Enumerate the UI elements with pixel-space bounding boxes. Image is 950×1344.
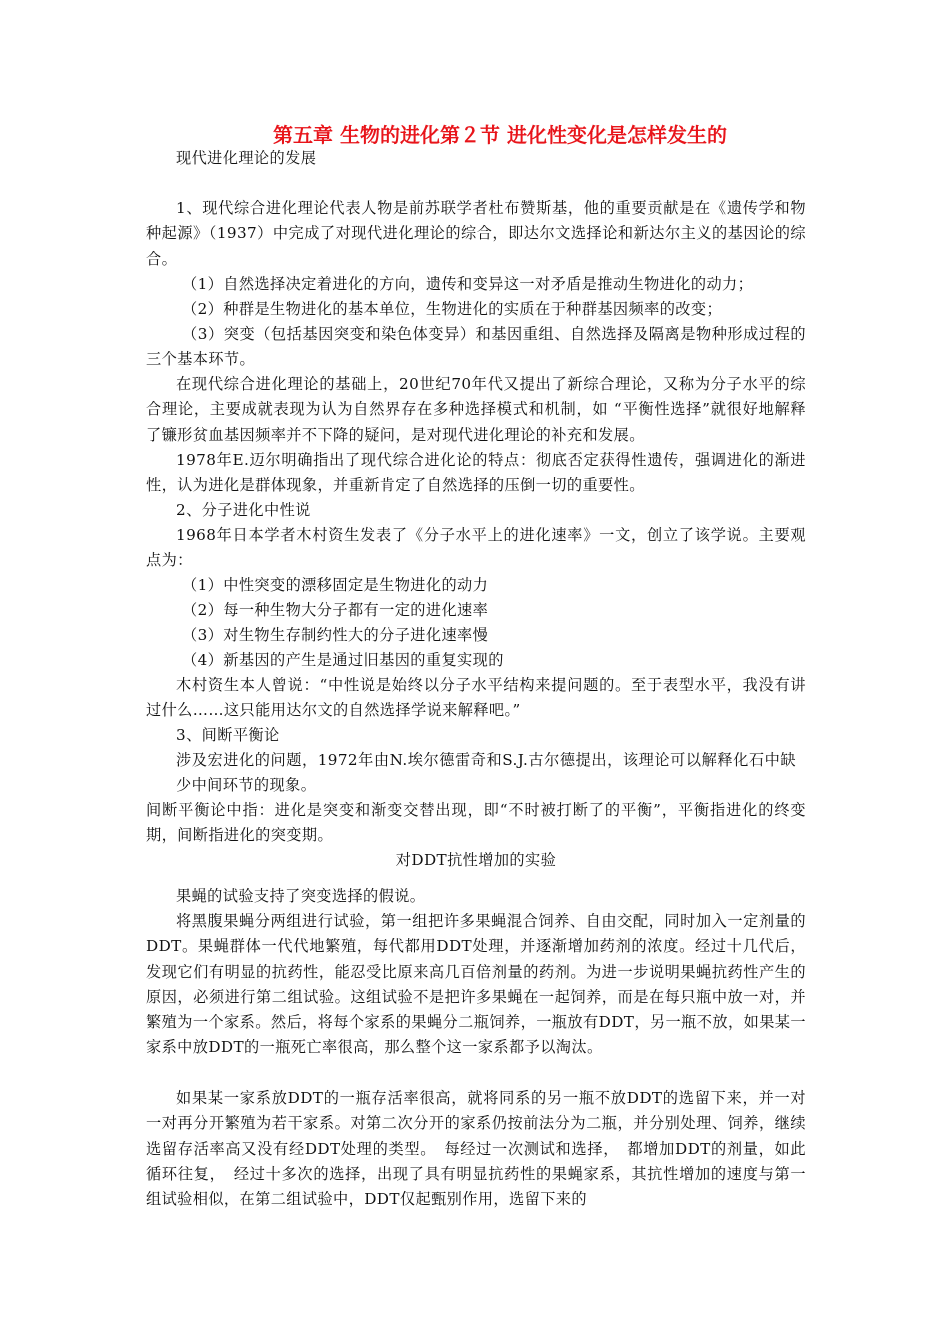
list-item: （2）每一种生物大分子都有一定的进化速率 (182, 601, 489, 619)
paragraph: 将黑腹果蝇分两组进行试验，第一组把许多果蝇混合饲养、自由交配，同时加入一定剂量的DDT。果蝇群体一代代地繁殖，每代都用DDT处理，并逐渐增加药剂的浓度。经过十几代后，发现它们有明显的抗药性，能忍受比原来高几百倍剂量的药剂。为进一步说明果蝇抗药性产生的原因，必须进行第二组试验。这组试验不是把许多果蝇在一起饲养，而是在每只瓶中放一对，并繁殖为一个家系。然后，将每个家系的果蝇分二瓶饲养，一瓶放有DDT，另一瓶不放，如果某一家系中放DDT的一瓶死亡率很高，那么整个这一家系都予以淘汰。 (146, 912, 806, 1057)
list-item: （1）自然选择决定着进化的方向，遗传和变异这一对矛盾是推动生物进化的动力； (182, 275, 754, 293)
section-heading: 现代进化理论的发展 (176, 149, 317, 167)
list-item: （3）对生物生存制约性大的分子进化速率慢 (182, 626, 489, 644)
list-item: （1）中性突变的漂移固定是生物进化的动力 (182, 576, 489, 594)
paragraph: 间断平衡论中指：进化是突变和渐变交替出现，即“不时被打断了的平衡”，平衡指进化的终变期，间断指进化的突变期。 (146, 801, 806, 845)
subheading: 2、分子进化中性说 (176, 501, 311, 519)
paragraph: 木村资生本人曾说：“中性说是始终以分子水平结构来提问题的。至于表型水平，我没有讲过什么……这只能用达尔文的自然选择学说来解释吧。” (146, 676, 806, 720)
paragraph: 果蝇的试验支持了突变选择的假说。 (176, 887, 426, 905)
paragraph: 1、现代综合进化理论代表人物是前苏联学者杜布赞斯基，他的重要贡献是在《遗传学和物种起源》（1937）中完成了对现代进化理论的综合，即达尔文选择论和新达尔主义的基因论的综合。 (146, 199, 806, 268)
list-item: （3）突变（包括基因突变和染色体变异）和基因重组、自然选择及隔离是物种形成过程的三个基本环节。 (146, 325, 806, 369)
subheading: 3、间断平衡论 (176, 726, 280, 744)
paragraph: 在现代综合进化理论的基础上，20世纪70年代又提出了新综合理论，又称为分子水平的综合理论，主要成就表现为认为自然界存在多种选择模式和机制，如 “平衡性选择”就很好地解释了镰形贫血基因频率并不下降的疑问，是对现代进化理论的补充和发展。 (146, 375, 806, 444)
list-item: （4）新基因的产生是通过旧基因的重复实现的 (182, 651, 504, 669)
paragraph: 1968年日本学者木村资生发表了《分子水平上的进化速率》一文，创立了该学说。主要观点为： (146, 526, 806, 570)
section-heading: 对DDT抗性增加的实验 (395, 851, 557, 869)
paragraph: 涉及宏进化的问题，1972年由N.埃尔德雷奇和S.J.古尔德提出，该理论可以解释化石中缺少中间环节的现象。 (176, 751, 796, 795)
page-title: 第五章 生物的进化第２节 进化性变化是怎样发生的 (273, 123, 727, 147)
paragraph: 如果某一家系放DDT的一瓶存活率很高，就将同系的另一瓶不放DDT的选留下来，并一对一对再分开繁殖为若干家系。对第二次分开的家系仍按前法分为二瓶，并分别处理、饲养，继续选留存活率高又没有经DDT处理的类型。 每经过一次测试和选择， 都增加DDT的剂量，如此循环往复， 经过十多次的选择，出现了具有明显抗药性的果蝇家系，其抗性增加的速度与第一组试验相似，在第二组试验中，DDT仅起甄别作用，选留下来的 (146, 1089, 806, 1209)
paragraph: 1978年E.迈尔明确指出了现代综合进化论的特点：彻底否定获得性遗传，强调进化的渐进性，认为进化是群体现象，并重新肯定了自然选择的压倒一切的重要性。 (146, 451, 806, 495)
list-item: （2）种群是生物进化的基本单位，生物进化的实质在于种群基因频率的改变； (182, 300, 723, 318)
